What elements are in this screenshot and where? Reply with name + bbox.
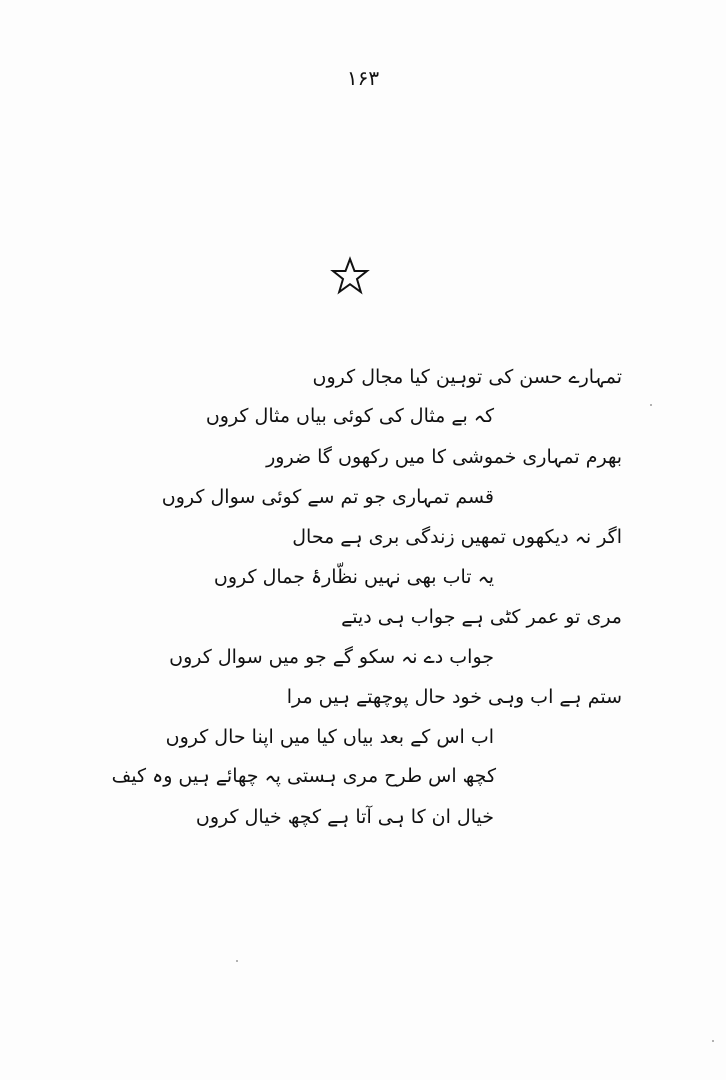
verse-line: قسم تمہاری جو تم سے کوئی سوال کروں [161,486,494,508]
verse-line: اگر نہ دیکھوں تمھیں زندگی بری ہے محال [292,526,622,548]
verse-line: کچھ اس طرح مری ہستی پہ چھائے ہیں وہ کیف [111,765,496,787]
verse-line: اب اس کے بعد بیاں کیا میں اپنا حال کروں [165,726,494,748]
star-ornament-icon [330,256,370,296]
page-number: ۱۶۳ [346,66,380,90]
verse-line: خیال ان کا ہی آتا ہے کچھ خیال کروں [195,806,494,828]
verse-line: کہ بے مثال کی کوئی بیاں مثال کروں [205,405,494,427]
verse-line: تمہارے حسن کی توہین کیا مجال کروں [312,366,622,388]
verse-line: ستم ہے اب وہی خود حال پوچھتے ہیں مرا [286,686,622,708]
verse-line: جواب دے نہ سکو گے جو میں سوال کروں [169,646,494,668]
paper-speck [650,404,652,406]
paper-speck [236,960,238,962]
verse-line: مری تو عمر کٹی ہے جواب ہی دیتے [341,606,622,628]
verse-line: یہ تاب بھی نہیں نظّارۂ جمال کروں [213,566,494,588]
paper-speck [712,1040,714,1042]
verse-line: بھرم تمہاری خموشی کا میں رکھوں گا ضرور [266,446,622,468]
